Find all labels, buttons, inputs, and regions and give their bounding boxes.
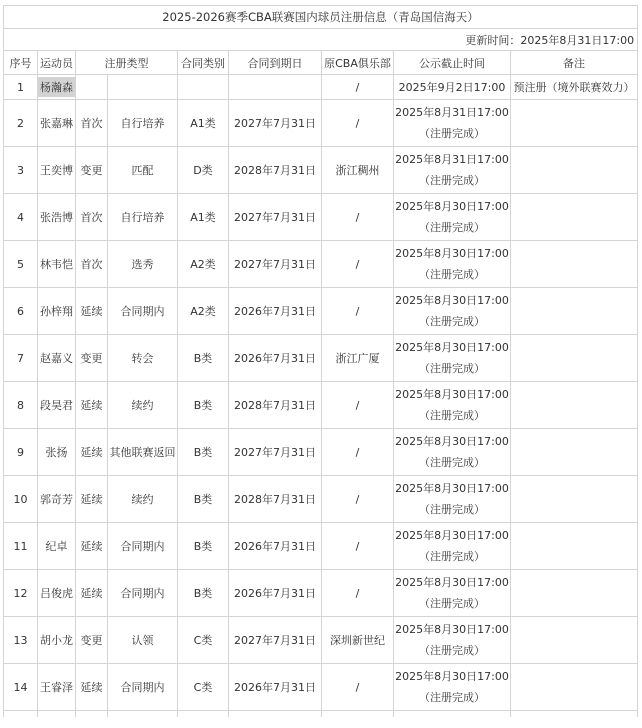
cell-partial bbox=[322, 711, 394, 718]
cell-reg-method: 自行培养 bbox=[108, 194, 178, 241]
publish-status: （注册完成） bbox=[419, 362, 485, 375]
cell-note bbox=[511, 664, 638, 711]
table-row bbox=[4, 382, 638, 429]
publish-status: （注册完成） bbox=[419, 644, 485, 657]
cell-player: 王奕博 bbox=[38, 147, 76, 194]
cell-reg-kind: 延续 bbox=[76, 429, 108, 476]
table-row bbox=[4, 523, 638, 570]
cell-publish bbox=[394, 288, 511, 335]
cell-publish bbox=[394, 100, 511, 147]
cell-prev-club: / bbox=[322, 523, 394, 570]
cell-contract-type: A1类 bbox=[178, 194, 229, 241]
publish-deadline: 2025年9月2日17:00 bbox=[398, 80, 506, 94]
cell-prev-club: / bbox=[322, 476, 394, 523]
cell-player: 段昊君 bbox=[38, 382, 76, 429]
cell-seq: 8 bbox=[4, 382, 38, 429]
cell-reg-kind: 首次 bbox=[76, 100, 108, 147]
cell-prev-club: / bbox=[322, 382, 394, 429]
header-contract-type: 合同类别 bbox=[178, 51, 229, 75]
publish-status: （注册完成） bbox=[419, 691, 485, 704]
cell-note bbox=[511, 194, 638, 241]
cell-partial bbox=[229, 711, 322, 718]
cell-seq: 5 bbox=[4, 241, 38, 288]
cell-contract-type: B类 bbox=[178, 570, 229, 617]
cell-contract-type: D类 bbox=[178, 147, 229, 194]
publish-deadline: 2025年8月31日17:00 bbox=[395, 153, 509, 166]
cell-expiry: 2028年7月31日 bbox=[229, 476, 322, 523]
table-title: 2025-2026赛季CBA联赛国内球员注册信息（青岛国信海天） bbox=[4, 6, 638, 29]
cell-expiry: 2028年7月31日 bbox=[229, 382, 322, 429]
cell-reg-kind: 延续 bbox=[76, 476, 108, 523]
cell-seq: 1 bbox=[4, 75, 38, 100]
cell-note bbox=[511, 429, 638, 476]
table-row-partial bbox=[4, 711, 638, 718]
publish-status: （注册完成） bbox=[419, 456, 485, 469]
cell-expiry: 2026年7月31日 bbox=[229, 664, 322, 711]
cell-prev-club: / bbox=[322, 100, 394, 147]
cell-publish bbox=[394, 476, 511, 523]
cell-expiry: 2027年7月31日 bbox=[229, 100, 322, 147]
cell-note: 预注册（境外联赛效力） bbox=[511, 75, 638, 100]
publish-deadline: 2025年8月30日17:00 bbox=[395, 294, 509, 307]
publish-deadline: 2025年8月30日17:00 bbox=[395, 670, 509, 683]
cell-reg-method: 自行培养 bbox=[108, 100, 178, 147]
cell-partial bbox=[178, 711, 229, 718]
cell-expiry: 2026年7月31日 bbox=[229, 288, 322, 335]
publish-deadline: 2025年8月30日17:00 bbox=[395, 435, 509, 448]
cell-prev-club: / bbox=[322, 570, 394, 617]
cell-publish bbox=[394, 241, 511, 288]
cell-partial bbox=[394, 711, 511, 718]
header-expiry: 合同到期日 bbox=[229, 51, 322, 75]
cell-contract-type: A1类 bbox=[178, 100, 229, 147]
publish-status: （注册完成） bbox=[419, 315, 485, 328]
cell-partial bbox=[76, 711, 108, 718]
cell-seq: 2 bbox=[4, 100, 38, 147]
registration-table bbox=[3, 5, 638, 717]
cell-prev-club: / bbox=[322, 429, 394, 476]
cell-contract-type: C类 bbox=[178, 617, 229, 664]
cell-reg-method bbox=[108, 75, 178, 100]
cell-note bbox=[511, 288, 638, 335]
cell-player: 郭奇芳 bbox=[38, 476, 76, 523]
cell-contract-type: A2类 bbox=[178, 288, 229, 335]
cell-reg-method: 转会 bbox=[108, 335, 178, 382]
cell-player: 纪卓 bbox=[38, 523, 76, 570]
table-row bbox=[4, 570, 638, 617]
cell-reg-method: 选秀 bbox=[108, 241, 178, 288]
cell-player: 胡小龙 bbox=[38, 617, 76, 664]
header-seq: 序号 bbox=[4, 51, 38, 75]
cell-reg-method: 合同期内 bbox=[108, 664, 178, 711]
cell-reg-kind: 延续 bbox=[76, 570, 108, 617]
cell-reg-method: 合同期内 bbox=[108, 288, 178, 335]
publish-status: （注册完成） bbox=[419, 409, 485, 422]
cell-seq: 9 bbox=[4, 429, 38, 476]
update-time: 更新时间：2025年8月31日17:00 bbox=[4, 29, 638, 51]
cell-contract-type: B类 bbox=[178, 476, 229, 523]
cell-reg-kind: 变更 bbox=[76, 617, 108, 664]
publish-deadline: 2025年8月30日17:00 bbox=[395, 576, 509, 589]
cell-reg-kind bbox=[76, 75, 108, 100]
publish-status: （注册完成） bbox=[419, 268, 485, 281]
cell-reg-kind: 变更 bbox=[76, 335, 108, 382]
cell-reg-method: 认领 bbox=[108, 617, 178, 664]
table-row bbox=[4, 429, 638, 476]
table-row bbox=[4, 476, 638, 523]
header-publish: 公示截止时间 bbox=[394, 51, 511, 75]
cell-prev-club: 浙江广厦 bbox=[322, 335, 394, 382]
header-player: 运动员 bbox=[38, 51, 76, 75]
cell-reg-method: 合同期内 bbox=[108, 523, 178, 570]
publish-status: （注册完成） bbox=[419, 597, 485, 610]
cell-partial bbox=[511, 711, 638, 718]
publish-deadline: 2025年8月30日17:00 bbox=[395, 388, 509, 401]
cell-reg-method: 续约 bbox=[108, 476, 178, 523]
cell-publish bbox=[394, 147, 511, 194]
table-row bbox=[4, 617, 638, 664]
cell-expiry: 2028年7月31日 bbox=[229, 147, 322, 194]
cell-prev-club: / bbox=[322, 288, 394, 335]
cell-note bbox=[511, 335, 638, 382]
cell-reg-kind: 延续 bbox=[76, 523, 108, 570]
cell-expiry: 2026年7月31日 bbox=[229, 335, 322, 382]
cell-reg-kind: 首次 bbox=[76, 194, 108, 241]
cell-partial bbox=[108, 711, 178, 718]
cell-publish bbox=[394, 194, 511, 241]
cell-publish bbox=[394, 75, 511, 100]
cell-seq: 10 bbox=[4, 476, 38, 523]
publish-deadline: 2025年8月31日17:00 bbox=[395, 106, 509, 119]
publish-deadline: 2025年8月30日17:00 bbox=[395, 529, 509, 542]
cell-publish bbox=[394, 335, 511, 382]
cell-note bbox=[511, 147, 638, 194]
cell-seq: 7 bbox=[4, 335, 38, 382]
cell-publish bbox=[394, 429, 511, 476]
table-row bbox=[4, 147, 638, 194]
cell-publish bbox=[394, 382, 511, 429]
cell-reg-kind: 首次 bbox=[76, 241, 108, 288]
cell-player: 王睿泽 bbox=[38, 664, 76, 711]
cell-contract-type: A2类 bbox=[178, 241, 229, 288]
cell-seq: 14 bbox=[4, 664, 38, 711]
highlighted-player-name: 杨瀚森 bbox=[38, 77, 75, 97]
publish-deadline: 2025年8月30日17:00 bbox=[395, 200, 509, 213]
header-prev-club: 原CBA俱乐部 bbox=[322, 51, 394, 75]
publish-status: （注册完成） bbox=[419, 503, 485, 516]
cell-expiry: 2027年7月31日 bbox=[229, 429, 322, 476]
cell-prev-club: 浙江稠州 bbox=[322, 147, 394, 194]
cell-player: 张扬 bbox=[38, 429, 76, 476]
header-reg-type: 注册类型 bbox=[76, 51, 178, 75]
publish-deadline: 2025年8月30日17:00 bbox=[395, 341, 509, 354]
cell-expiry bbox=[229, 75, 322, 100]
cell-reg-method: 其他联赛返回 bbox=[108, 429, 178, 476]
cell-prev-club: / bbox=[322, 75, 394, 100]
cell-prev-club: 深圳新世纪 bbox=[322, 617, 394, 664]
cell-contract-type: B类 bbox=[178, 382, 229, 429]
cell-seq: 11 bbox=[4, 523, 38, 570]
cell-contract-type: B类 bbox=[178, 335, 229, 382]
cell-prev-club: / bbox=[322, 241, 394, 288]
publish-deadline: 2025年8月30日17:00 bbox=[395, 482, 509, 495]
cell-contract-type bbox=[178, 75, 229, 100]
cell-seq: 12 bbox=[4, 570, 38, 617]
cell-reg-kind: 延续 bbox=[76, 382, 108, 429]
cell-reg-kind: 延续 bbox=[76, 664, 108, 711]
cell-publish bbox=[394, 523, 511, 570]
cell-player: 赵嘉义 bbox=[38, 335, 76, 382]
title-row bbox=[4, 6, 638, 29]
publish-status: （注册完成） bbox=[419, 174, 485, 187]
cell-player: 孙梓翔 bbox=[38, 288, 76, 335]
cell-publish bbox=[394, 664, 511, 711]
cell-expiry: 2026年7月31日 bbox=[229, 523, 322, 570]
cell-reg-method: 续约 bbox=[108, 382, 178, 429]
cell-note bbox=[511, 476, 638, 523]
header-note: 备注 bbox=[511, 51, 638, 75]
cell-reg-kind: 变更 bbox=[76, 147, 108, 194]
cell-publish bbox=[394, 617, 511, 664]
publish-status: （注册完成） bbox=[419, 127, 485, 140]
cell-note bbox=[511, 617, 638, 664]
cell-seq: 6 bbox=[4, 288, 38, 335]
table-row bbox=[4, 664, 638, 711]
cell-note bbox=[511, 570, 638, 617]
cell-expiry: 2026年7月31日 bbox=[229, 570, 322, 617]
header-row bbox=[4, 51, 638, 75]
cell-expiry: 2027年7月31日 bbox=[229, 194, 322, 241]
cell-note bbox=[511, 241, 638, 288]
cell-note bbox=[511, 382, 638, 429]
cell-player: 张嘉琳 bbox=[38, 100, 76, 147]
cell-contract-type: C类 bbox=[178, 664, 229, 711]
table-row bbox=[4, 75, 638, 100]
publish-deadline: 2025年8月30日17:00 bbox=[395, 623, 509, 636]
cell-player bbox=[38, 75, 76, 100]
cell-player: 张浩博 bbox=[38, 194, 76, 241]
table-row bbox=[4, 194, 638, 241]
cell-seq: 13 bbox=[4, 617, 38, 664]
publish-status: （注册完成） bbox=[419, 221, 485, 234]
cell-player: 林韦恺 bbox=[38, 241, 76, 288]
publish-status: （注册完成） bbox=[419, 550, 485, 563]
cell-player: 吕俊虎 bbox=[38, 570, 76, 617]
table-row bbox=[4, 241, 638, 288]
cell-partial bbox=[4, 711, 38, 718]
cell-reg-method: 合同期内 bbox=[108, 570, 178, 617]
table-row bbox=[4, 100, 638, 147]
cell-publish bbox=[394, 570, 511, 617]
cell-prev-club: / bbox=[322, 194, 394, 241]
cell-reg-method: 匹配 bbox=[108, 147, 178, 194]
cell-contract-type: B类 bbox=[178, 523, 229, 570]
cell-contract-type: B类 bbox=[178, 429, 229, 476]
cell-expiry: 2027年7月31日 bbox=[229, 617, 322, 664]
cell-note bbox=[511, 100, 638, 147]
cell-seq: 3 bbox=[4, 147, 38, 194]
publish-deadline: 2025年8月30日17:00 bbox=[395, 247, 509, 260]
cell-prev-club: / bbox=[322, 664, 394, 711]
table-row bbox=[4, 335, 638, 382]
cell-reg-kind: 延续 bbox=[76, 288, 108, 335]
cell-note bbox=[511, 523, 638, 570]
table-row bbox=[4, 288, 638, 335]
update-row bbox=[4, 29, 638, 51]
cell-seq: 4 bbox=[4, 194, 38, 241]
cell-partial bbox=[38, 711, 76, 718]
cell-expiry: 2027年7月31日 bbox=[229, 241, 322, 288]
